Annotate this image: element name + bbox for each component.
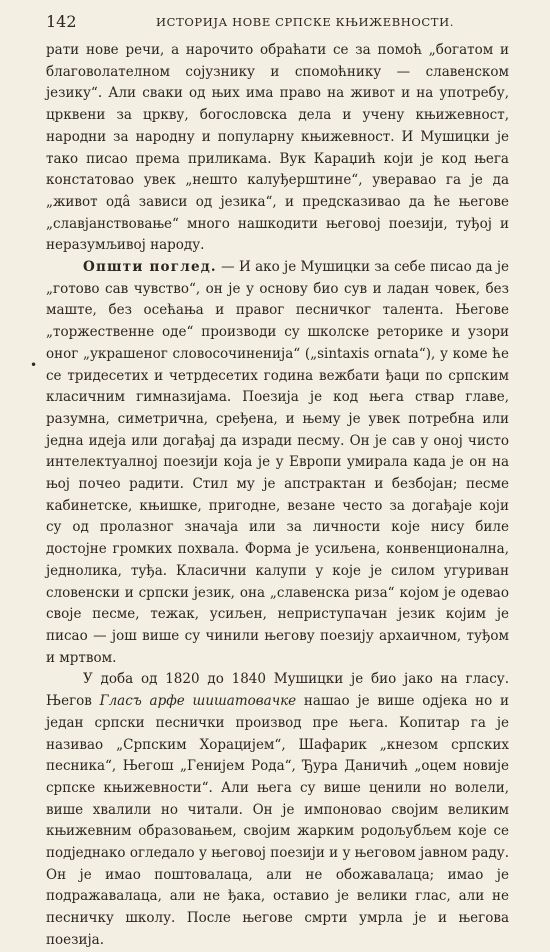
body-text bbox=[46, 40, 509, 952]
work-title-italic: Гласъ арфе шишатовачке bbox=[99, 693, 297, 710]
margin-dot-mark: • bbox=[30, 358, 38, 372]
section-heading-general-view: Општи поглед. bbox=[83, 259, 217, 276]
paragraph-3-text-after: нашао је више одјека но и један српски песнички производ пре њега. Копитар га је називао „Српским Хорацијем“, Шафарик „кнезом српских песника“, Његош „Генијем Рода“, Ђура Даничић „оцем новије српске књижевности“. Али њега су више ценили но волели, више хвалили но читали. Он је импоновао својим великим књижевним образовањем, својим жарким родољубљем које се подједнако огледало у његовој поезији и у његовом јавном раду. Он је имао поштовалаца, али не обожавалаца; имао је подражавалаца, али не ђака, оставио је велики глас, али не песничку школу. После његове смрти умрла је и његова поезија. bbox=[46, 693, 509, 948]
running-title: ИСТОРИЈА НОВЕ СРПСКЕ КЊИЖЕВНОСТИ. bbox=[156, 15, 454, 29]
paragraph-2-text: — И ако је Мушицки за себе писао да је „готово сав чувство“, он је у основу био сув и ладан човек, без маште, без осећања и правог песничког талента. Његове „торжественне оде“ производи су школске реторике и узори оног „украшеног словосочиненија“ („sintaxis ornata“), у коме ће се тридесетих и четрдесетих година вежбати ђаци по српским класичним гимназијама. Поезија је код њега ствар главе, разумна, симетрична, сређена, и њему је увек потребна или једна идеја или догађај да изради песму. Он је сав у оној чисто интелектуалној поезији која је у Европи умирала када је он на њој почео радити. Стил му је апстрактан и безбојан; песме кабинетске, књишке, пригодне, везане често за догађаје који су од пролазног значаја или за личности које нису биле достојне громких похвала. Форма је усиљена, конвенционална, једнолика, туђа. Класични калупи у које је силом угуриван словенски и српски језик, она „славенска риза“ којом је одевао своје песме, тежак, усиљен, неприступачан језик којим је писао — још више су чинили његову поезију архаичном, туђом и мртвом. bbox=[46, 259, 509, 666]
paragraph-2 bbox=[46, 257, 509, 669]
page-header bbox=[0, 10, 550, 34]
paragraph-1 bbox=[46, 40, 509, 257]
paragraph-1-text: рати нове речи, а нарочито обраћати се за помоћ „богатом и благоволателном сојузнику и спомоћнику — славенском језику“. Али сваки од њих има право на живот и на употребу, црквени за цркву, богословска дела и учену књижевност, народни за народну и популарну књижевност. И Мушицки је тако писао према приликама. Вук Караџић који је код њега констатовао увек „нешто калуђерштине“, уверавао га је да „живот одâ зависи од језика“, и предсказивао да ће његове „славјанствовање“ много нашкодити његовој поезији, туђој и неразумљивој народу. bbox=[46, 42, 509, 254]
paragraph-3 bbox=[46, 669, 509, 951]
paragraph-3-text-before: У доба од 1820 до 1840 Мушицки је био јако на гласу. Његов bbox=[46, 671, 509, 710]
page-number: 142 bbox=[46, 12, 77, 31]
